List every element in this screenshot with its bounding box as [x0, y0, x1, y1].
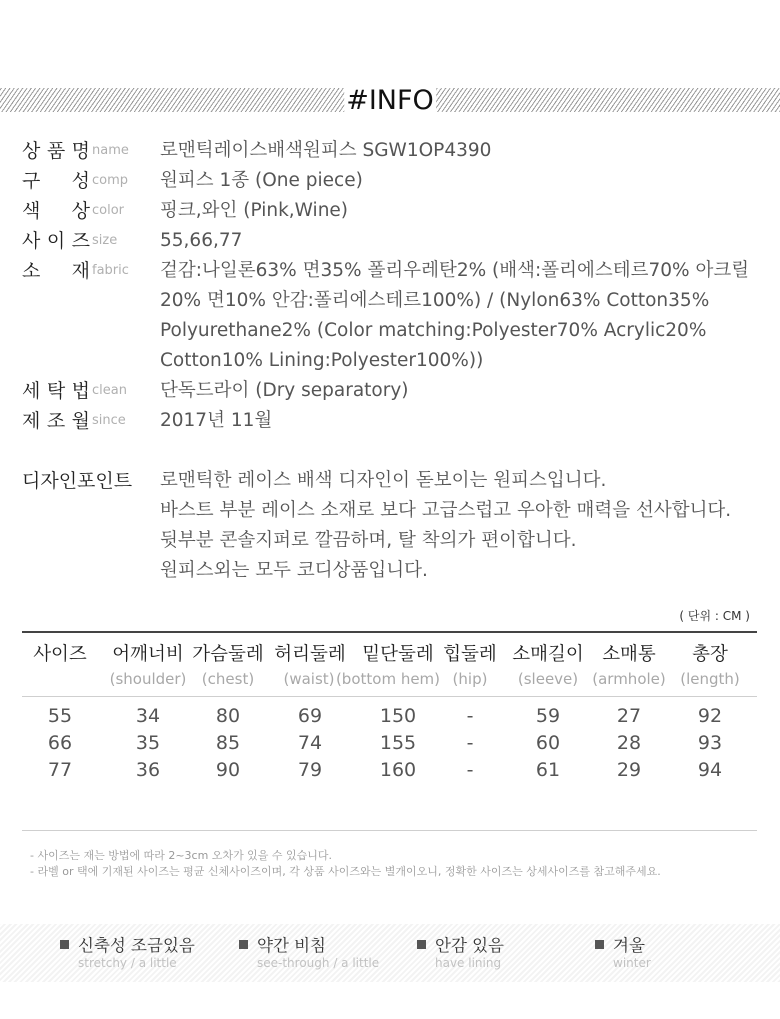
feature-label: 겨울 [613, 936, 645, 955]
spec-sublabel: fabric [92, 263, 129, 278]
col-armhole-subheader: (armhole) [592, 670, 666, 688]
design-point-label: 디자인포인트 [22, 470, 133, 492]
spec-row-color [22, 196, 762, 226]
design-point-line: 원피스외는 모두 코디상품입니다. [160, 560, 428, 581]
table-cell: 74 [297, 732, 323, 754]
table-cell: 155 [379, 732, 417, 754]
table-cell: 36 [135, 759, 161, 781]
feature-sublabel: see-through / a little [257, 956, 380, 970]
spec-sublabel: since [92, 413, 126, 428]
table-cell: 93 [697, 732, 723, 754]
design-point-text [160, 466, 731, 586]
spec-value-line: Polyurethane2% (Color matching:Polyester70% Acrylic20% [160, 320, 707, 341]
design-point-line: 바스트 부분 레이스 소재로 보다 고급스럽고 우아한 매력을 선사합니다. [160, 500, 732, 521]
feature-stretch [60, 936, 195, 971]
table-cell: 35 [135, 732, 161, 754]
spec-sublabel: size [92, 233, 118, 248]
spec-label: 제 조 월 [22, 410, 90, 432]
square-bullet-icon [595, 940, 604, 949]
feature-lining [417, 936, 504, 971]
spec-row-fabric [22, 256, 762, 376]
spec-sublabel: name [92, 143, 129, 158]
table-cell: 79 [297, 759, 323, 781]
spec-value: 로맨틱레이스배색원피스 SGW1OP4390 [160, 140, 492, 161]
feature-label: 약간 비침 [257, 936, 327, 955]
design-point-line: 로맨틱한 레이스 배색 디자인이 돋보이는 원피스입니다. [160, 470, 607, 491]
info-title: #INFO [346, 85, 434, 116]
table-cell: 60 [535, 732, 561, 754]
spec-value-line: 겉감:나일론63% 면35% 폴리우레탄2% (배색:폴리에스테르70% 아크릴 [160, 260, 750, 281]
table-cell: 69 [297, 705, 323, 727]
size-note: - 사이즈는 재는 방법에 따라 2~3cm 오차가 있을 수 있습니다. [30, 849, 333, 862]
spec-value: 55,66,77 [160, 230, 243, 251]
square-bullet-icon [239, 940, 248, 949]
spec-value [160, 256, 770, 376]
spec-value: 원피스 1종 (One piece) [160, 170, 363, 191]
col-sleeve-subheader: (sleeve) [517, 670, 579, 688]
table-cell: - [466, 732, 474, 754]
table-cell: 28 [616, 732, 642, 754]
table-cell: - [466, 705, 474, 727]
feature-see-through [239, 936, 379, 971]
spec-value-line: 20% 면10% 안감:폴리에스테르100%) / (Nylon63% Cotton35% [160, 290, 710, 311]
spec-row-clean [22, 376, 762, 406]
feature-season [595, 936, 651, 971]
col-armhole-header: 소매통 [602, 644, 656, 665]
unit-label: ( 단위 : CM ) [679, 609, 750, 623]
col-waist-subheader: (waist) [283, 670, 335, 688]
table-cell: 27 [616, 705, 642, 727]
col-chest-header: 가슴둘레 [192, 644, 264, 665]
table-cell: 94 [697, 759, 723, 781]
table-cell: 34 [135, 705, 161, 727]
spec-label: 사 이 즈 [22, 230, 90, 252]
col-shoulder-subheader: (shoulder) [109, 670, 187, 688]
spec-row-name [22, 136, 762, 166]
col-shoulder-header: 어깨너비 [112, 644, 184, 665]
spec-row-comp [22, 166, 762, 196]
table-cell: 29 [616, 759, 642, 781]
col-length-header: 총장 [692, 644, 728, 665]
table-cell: 66 [47, 732, 73, 754]
table-cell: 150 [379, 705, 417, 727]
spec-sublabel: color [92, 203, 125, 218]
table-cell: 85 [215, 732, 241, 754]
feature-sublabel: winter [613, 956, 651, 970]
table-cell: 61 [535, 759, 561, 781]
feature-sublabel: stretchy / a little [78, 956, 177, 970]
table-cell: 90 [215, 759, 241, 781]
col-size-header: 사이즈 [33, 644, 87, 665]
square-bullet-icon [417, 940, 426, 949]
spec-sublabel: comp [92, 173, 129, 188]
table-top-rule [22, 631, 757, 633]
spec-sublabel: clean [92, 383, 127, 398]
feature-sublabel: have lining [435, 956, 502, 970]
col-bottom-hem-header: 밑단둘레 [362, 644, 434, 665]
table-cell: 77 [47, 759, 73, 781]
spec-row-size [22, 226, 762, 256]
col-chest-subheader: (chest) [201, 670, 255, 688]
table-cell: 80 [215, 705, 241, 727]
square-bullet-icon [60, 940, 69, 949]
col-hip-header: 힙둘레 [443, 644, 497, 665]
table-cell: 160 [379, 759, 417, 781]
feature-label: 안감 있음 [435, 936, 505, 955]
col-bottom-hem-subheader: (bottom hem) [335, 670, 441, 688]
table-cell: - [466, 759, 474, 781]
col-length-subheader: (length) [680, 670, 740, 688]
design-point-line: 뒷부분 콘솔지퍼로 깔끔하며, 탈 착의가 편이합니다. [160, 530, 577, 551]
table-header-divider [22, 696, 757, 697]
table-cell: 59 [535, 705, 561, 727]
feature-label: 신축성 조금있음 [78, 936, 195, 955]
spec-value-line: Cotton10% Lining:Polyester100%)) [160, 350, 484, 371]
spec-value: 핑크,와인 (Pink,Wine) [160, 200, 349, 221]
spec-row-since [22, 406, 762, 436]
col-hip-subheader: (hip) [452, 670, 488, 688]
spec-value: 단독드라이 (Dry separatory) [160, 380, 409, 401]
size-note: - 라벨 or 택에 기재된 사이즈는 평균 신체사이즈이며, 각 상품 사이즈와는 별개이오니, 정확한 사이즈는 상세사이즈를 참고해주세요. [30, 865, 661, 878]
table-cell: 92 [697, 705, 723, 727]
spec-label: 상 품 명 [22, 140, 90, 162]
spec-label: 색 상 [22, 200, 90, 222]
spec-label: 소 재 [22, 260, 90, 282]
spec-label: 구 성 [22, 170, 90, 192]
table-bottom-rule [22, 830, 757, 831]
spec-value: 2017년 11월 [160, 410, 273, 431]
spec-label: 세 탁 법 [22, 380, 90, 402]
col-waist-header: 허리둘레 [274, 644, 346, 665]
table-cell: 55 [47, 705, 73, 727]
col-sleeve-header: 소매길이 [512, 644, 584, 665]
size-notes [30, 848, 661, 880]
